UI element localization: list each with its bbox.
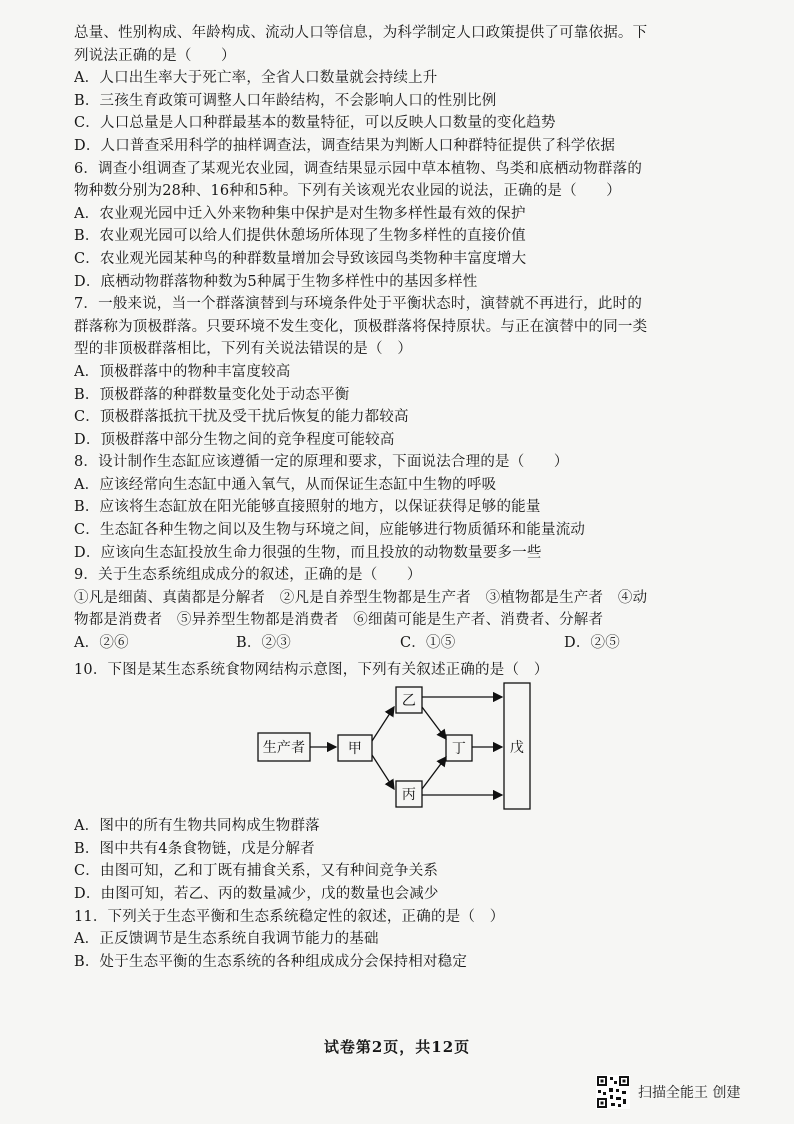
text-line: D．人口普查采用科学的抽样调查法，调查结果为判断人口种群特征提供了科学依据 <box>74 137 616 154</box>
q9-options <box>74 632 714 655</box>
ding-label: 丁 <box>451 741 467 758</box>
q9-option-b: B．②③ <box>236 635 291 652</box>
yi-label: 乙 <box>401 693 417 710</box>
text-line: C．生态缸各种生物之间以及生物与环境之间，应能够进行物质循环和能量流动 <box>74 522 586 539</box>
page-footer: 试卷第2页，共12页 <box>323 1038 471 1056</box>
question-text <box>74 22 714 973</box>
text-line: A．农业观光园中迁入外来物种集中保护是对生物多样性最有效的保护 <box>74 205 526 222</box>
arrow-jia-bing <box>372 755 394 789</box>
food-web-svg <box>74 681 714 811</box>
text-line: D．底栖动物群落物种数为5种属于生物多样性中的基因多样性 <box>74 273 478 290</box>
text-line: D．顶极群落中部分生物之间的竞争程度可能较高 <box>74 431 395 448</box>
q9-option-c: C．①⑤ <box>400 635 456 652</box>
text-line: B．应该将生态缸放在阳光能够直接照射的地方，以保证获得足够的能量 <box>74 499 541 516</box>
text-line: B．农业观光园可以给人们提供休憩场所体现了生物多样性的直接价值 <box>74 228 526 245</box>
scanner-stamp-text: 扫描全能王 创建 <box>638 1085 741 1101</box>
producer-label: 生产者 <box>262 740 306 757</box>
text-line: C．人口总量是人口种群最基本的数量特征，可以反映人口数量的变化趋势 <box>74 115 556 132</box>
text-line: 11．下列关于生态平衡和生态系统稳定性的叙述，正确的是（ ） <box>74 908 505 925</box>
text-line: 物都是消费者 ⑤异养型生物都是消费者 ⑥细菌可能是生产者、消费者、分解者 <box>74 612 604 629</box>
arrow-bing-ding <box>422 757 446 789</box>
text-line: 物种数分别为28种、16种和5种。下列有关该观光农业园的说法，正确的是（ ） <box>74 183 621 200</box>
question-lines-after <box>74 815 714 973</box>
food-web-diagram <box>74 681 714 811</box>
q10-stem: 10．下图是某生态系统食物网结构示意图，下列有关叙述正确的是（ ） <box>74 661 549 678</box>
q9-option-d: D．②⑤ <box>564 635 620 652</box>
text-line: 型的非顶极群落相比，下列有关说法错误的是（ ） <box>74 341 413 358</box>
bing-label: 丙 <box>401 787 417 804</box>
text-line: A．正反馈调节是生态系统自我调节能力的基础 <box>74 931 379 948</box>
text-line: B．三孩生育政策可调整人口年龄结构，不会影响人口的性别比例 <box>74 92 497 109</box>
text-line: D．应该向生态缸投放生命力很强的生物，而且投放的动物数量要多一些 <box>74 544 542 561</box>
scanner-stamp <box>596 1074 776 1110</box>
text-line: ①凡是细菌、真菌都是分解者 ②凡是自养型生物都是生产者 ③植物都是生产者 ④动 <box>74 589 648 606</box>
text-line: A．人口出生率大于死亡率，全省人口数量就会持续上升 <box>74 70 438 87</box>
text-line: A．顶极群落中的物种丰富度较高 <box>74 363 291 380</box>
text-line: B．顶极群落的种群数量变化处于动态平衡 <box>74 386 350 403</box>
text-line: C．农业观光园某种鸟的种群数量增加会导致该园鸟类物种丰富度增大 <box>74 250 527 267</box>
wu-label: 戊 <box>509 740 525 757</box>
text-line: 8．设计制作生态缸应该遵循一定的原理和要求，下面说法合理的是（ ） <box>74 454 569 471</box>
arrow-jia-yi <box>372 707 394 741</box>
text-line: 群落称为顶极群落。只要环境不发生变化，顶极群落将保持原状。与正在演替中的同一类 <box>74 318 648 335</box>
jia-label: 甲 <box>347 741 363 758</box>
qr-code-icon <box>596 1075 630 1109</box>
text-line: 7．一般来说，当一个群落演替到与环境条件处于平衡状态时，演替就不再进行，此时的 <box>74 296 643 313</box>
text-line: A．图中的所有生物共同构成生物群落 <box>74 818 320 835</box>
text-line: 9．关于生态系统组成成分的叙述，正确的是（ ） <box>74 567 422 584</box>
text-line: B．图中共有4条食物链，戊是分解者 <box>74 840 315 857</box>
text-line: C．由图可知，乙和丁既有捕食关系，又有种间竞争关系 <box>74 863 439 880</box>
text-line: B．处于生态平衡的生态系统的各种组成成分会保持相对稳定 <box>74 953 468 970</box>
text-line: 6．调查小组调查了某观光农业园，调查结果显示园中草本植物、鸟类和底栖动物群落的 <box>74 160 643 177</box>
text-line: D．由图可知，若乙、丙的数量减少，戊的数量也会减少 <box>74 886 439 902</box>
question-lines-block <box>74 22 714 632</box>
text-line: 列说法正确的是（ ） <box>74 47 236 64</box>
q9-option-a: A．②⑥ <box>74 635 129 652</box>
text-line: A．应该经常向生态缸中通入氧气，从而保证生态缸中生物的呼吸 <box>74 476 497 493</box>
arrow-yi-ding <box>422 707 446 739</box>
text-line: 总量、性别构成、年龄构成、流动人口等信息，为科学制定人口政策提供了可靠依据。下 <box>74 25 648 41</box>
food-web-arrows <box>310 697 502 795</box>
text-line: C．顶极群落抵抗干扰及受干扰后恢复的能力都较高 <box>74 409 409 426</box>
